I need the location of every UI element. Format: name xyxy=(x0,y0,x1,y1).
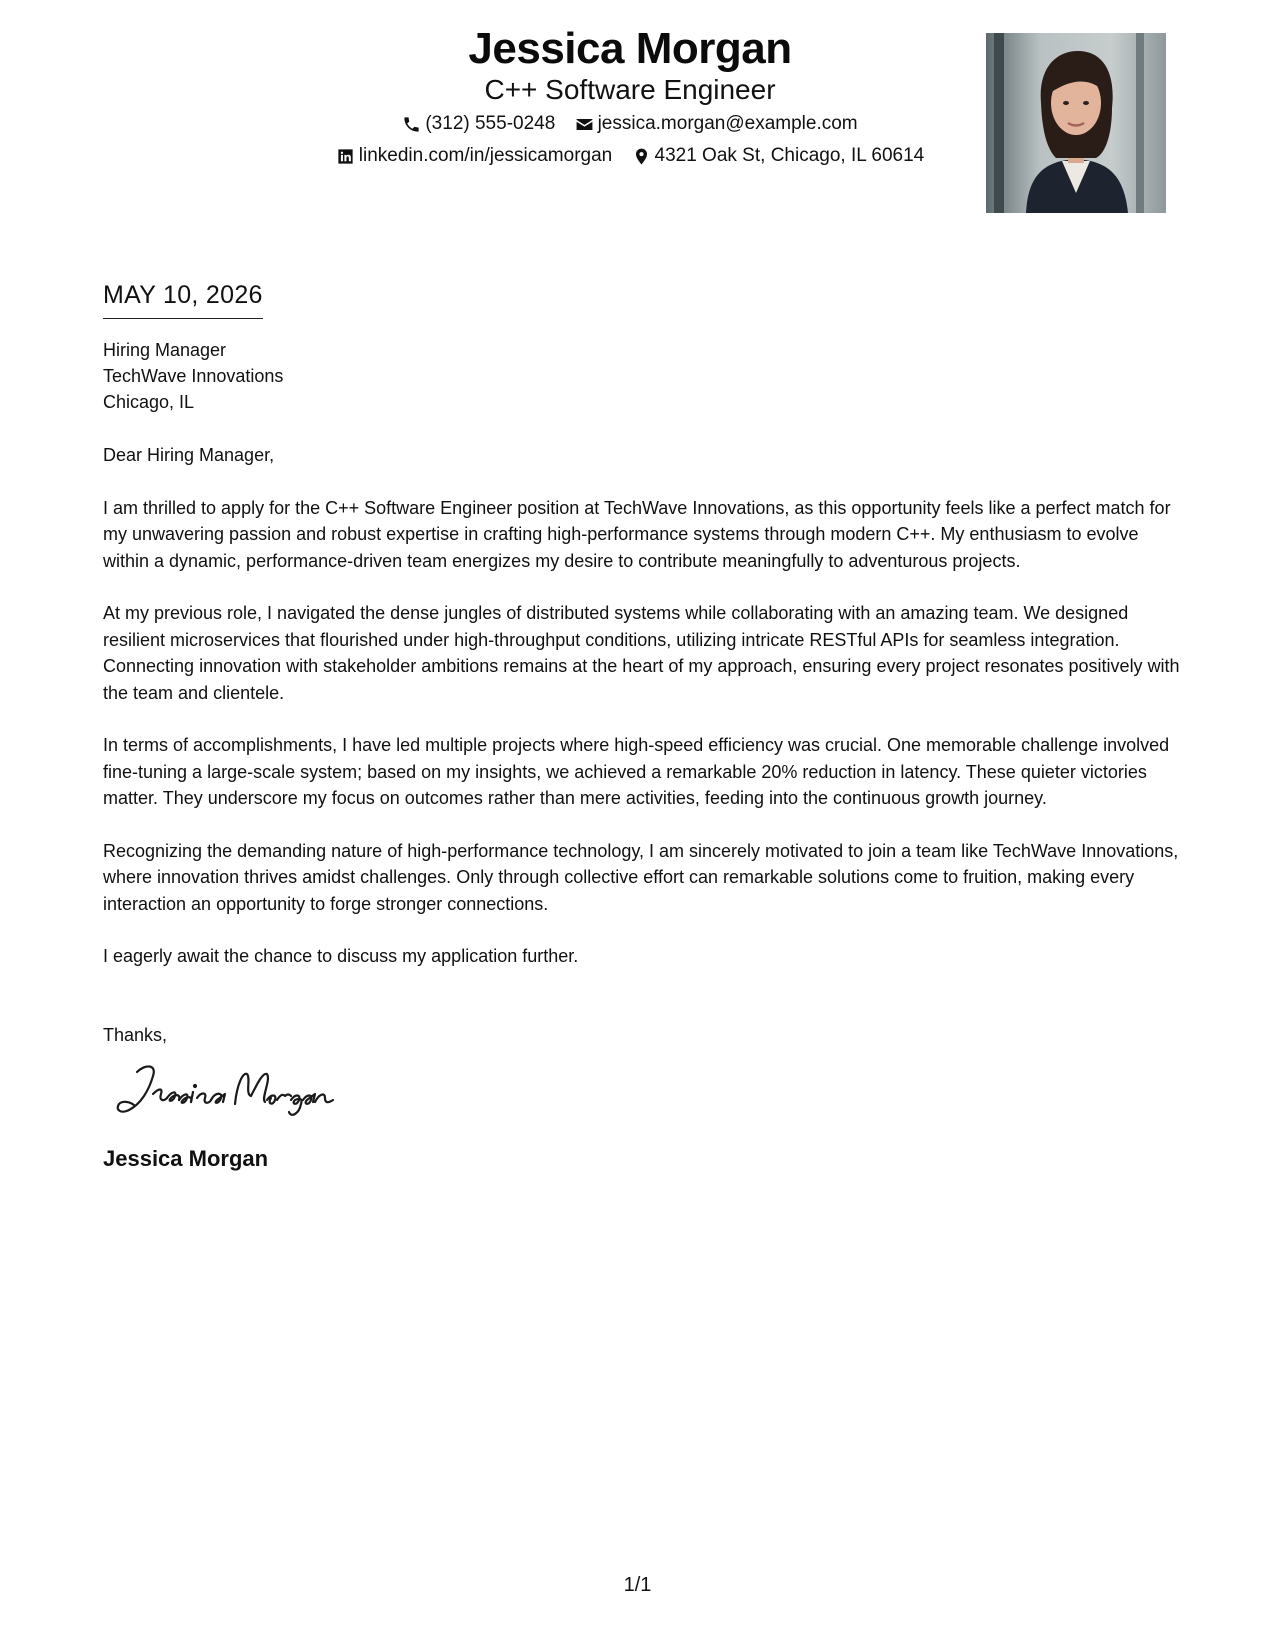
salutation: Dear Hiring Manager, xyxy=(103,445,275,465)
paragraph-motivation: Recognizing the demanding nature of high-performance technology, I am sincerely motivated to join a team like TechWave Innovations, where innovation thrives amidst challenges. Only through collective effort can remarkable solutions come to fruition, making every interaction an opportunity to forge stronger connections. xyxy=(103,840,1179,914)
recipient-title: Hiring Manager xyxy=(103,340,227,360)
page-number: 1/1 xyxy=(623,1574,652,1596)
linkedin-text: linkedin.com/in/jessicamorgan xyxy=(358,145,613,166)
linkedin-icon xyxy=(336,147,355,166)
handwritten-signature xyxy=(107,1054,367,1124)
paragraph-accomplishments: In terms of accomplishments, I have led multiple projects where high-speed efficiency was crucial. One memorable challenge involved fine-tuning a large-scale system; based on my insights, we achieved a remarkable 20% reduction in latency. These quieter victories matter. They underscore my focus on outcomes rather than mere activities, feeding into the continuous growth journey. xyxy=(103,735,1170,808)
closing: Thanks, xyxy=(103,1024,168,1045)
contact-address xyxy=(632,145,925,167)
contact-row-secondary xyxy=(300,145,960,172)
contact-linkedin[interactable] xyxy=(336,145,612,167)
paragraph-closing-line: I eagerly await the chance to discuss my application further. xyxy=(103,946,579,966)
paragraph-intro: I am thrilled to apply for the C++ Software Engineer position at TechWave Innovations, as this opportunity feels like a perfect match for my unwavering passion and robust expertise in crafting high-performance systems through modern C++. My enthusiasm to evolve within a dynamic, performance-driven team energizes my desire to contribute meaningfully to adventurous projects. xyxy=(103,497,1171,571)
applicant-role: C++ Software Engineer xyxy=(484,74,776,105)
phone-icon xyxy=(402,115,421,134)
paragraph-experience: At my previous role, I navigated the dense jungles of distributed systems while collaborating with an amazing team. We designed resilient microservices that flourished under high-throughput conditions, utilizing intricate RESTful APIs for seamless integration. Connecting innovation with stakeholder ambitions remains at the heart of my approach, ensuring every project resonates positively with the team and clientele. xyxy=(103,603,1180,703)
recipient-location: Chicago, IL xyxy=(103,392,195,412)
phone-text: (312) 555-0248 xyxy=(425,113,556,134)
contact-phone[interactable] xyxy=(402,113,555,135)
envelope-icon xyxy=(575,115,594,134)
profile-photo xyxy=(986,33,1166,213)
letter-header xyxy=(0,22,1275,222)
address-text: 4321 Oak St, Chicago, IL 60614 xyxy=(654,145,925,166)
contact-email[interactable] xyxy=(575,113,858,135)
signer-name: Jessica Morgan xyxy=(103,1145,269,1171)
applicant-name: Jessica Morgan xyxy=(468,24,792,73)
map-pin-icon xyxy=(632,147,651,166)
recipient-company: TechWave Innovations xyxy=(103,366,284,386)
letter-body xyxy=(103,278,1183,1172)
email-text: jessica.morgan@example.com xyxy=(597,113,858,134)
letter-date: MAY 10, 2026 xyxy=(103,278,263,319)
contact-row-primary xyxy=(300,113,960,140)
recipient-block xyxy=(103,337,1183,415)
